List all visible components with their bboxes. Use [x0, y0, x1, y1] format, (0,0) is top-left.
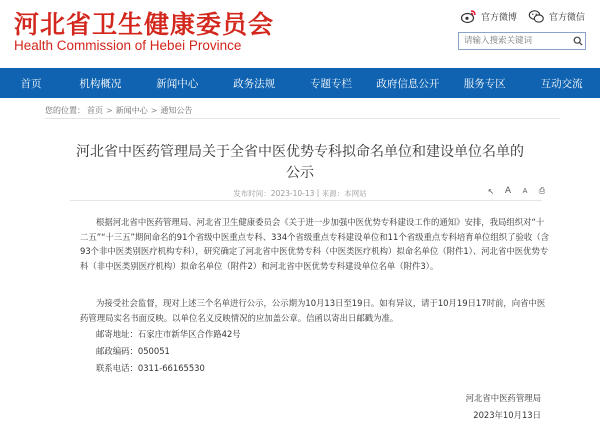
print-icon[interactable]: ⎙	[538, 186, 546, 195]
nav-item-topics[interactable]: 专题专栏	[310, 77, 352, 90]
weibo-icon	[460, 8, 477, 25]
wechat-label: 官方微信	[549, 13, 586, 23]
nav-item-news[interactable]: 新闻中心	[156, 77, 199, 90]
nav-item-services[interactable]: 服务专区	[463, 77, 506, 90]
article-paragraph: 为接受社会监督，现对上述三个名单进行公示，公示期为10月13日至19日。如有异议，请于10月19日17时前，向省中医药管理局实名书面反映。以单位名义反映情况的应加盖公章。信函以寄出日邮戳为准。	[80, 298, 546, 323]
signature-org: 河北省中医药管理局	[465, 393, 541, 403]
article-title: 河北省中医药管理局关于全省中医优势专科拟命名单位和建设单位名单的公示	[76, 144, 524, 181]
wechat-link[interactable]	[528, 8, 585, 25]
article-source: 来源：本网站	[321, 189, 367, 198]
search-box	[458, 32, 586, 50]
nav-item-home[interactable]: 首页	[20, 77, 42, 90]
breadcrumb-separator: >	[106, 106, 113, 115]
article-tools	[485, 185, 548, 197]
main-nav	[0, 68, 600, 98]
article-paragraph: 根据河北省中医药管理局、河北省卫生健康委员会《关于进一步加强中医优势专科建设工作的通知》安排，我局组织对“十二五”“十三五”期间命名的91个省级中医重点专科、334个省级重点专科建设单位和11个省级重点专科培育单位组织了验收（含93个非中医类别医疗机构专科），研究确定了河北省中医优势专科（中医类医疗机构）拟命名单位（附件1）、河北省中医优势专科（非中医类别医疗机构）拟命名单位（附件2）和河北省中医优势专科建设单位名单（附件3）。	[80, 217, 550, 271]
nav-item-about[interactable]: 机构概况	[79, 77, 122, 90]
weibo-label: 官方微博	[481, 13, 518, 23]
search-input[interactable]	[459, 33, 570, 49]
contact-postcode: 邮政编码：050051	[96, 346, 170, 356]
contact-address: 邮寄地址：石家庄市新华区合作路42号	[96, 329, 241, 339]
font-decrease-button[interactable]: A	[522, 187, 528, 195]
breadcrumb-notices[interactable]: 通知公告	[160, 106, 193, 115]
breadcrumb-prefix: 您的位置：	[45, 106, 85, 115]
breadcrumb-home[interactable]: 首页	[87, 106, 103, 115]
font-increase-button[interactable]: A	[504, 186, 512, 196]
nav-item-policies[interactable]: 政务法规	[233, 77, 276, 90]
article-date: 发布时间：2023-10-13	[233, 189, 315, 198]
nav-item-interaction[interactable]: 互动交流	[540, 77, 583, 90]
weibo-link[interactable]	[460, 8, 517, 25]
breadcrumb-divider	[45, 118, 560, 119]
breadcrumb-news[interactable]: 新闻中心	[115, 106, 148, 115]
wechat-icon	[528, 8, 545, 25]
search-button[interactable]	[570, 33, 585, 49]
meta-separator: |	[314, 188, 322, 197]
share-icon[interactable]: ↖	[487, 186, 495, 196]
site-title-cn[interactable]: 河北省卫生健康委员会	[14, 10, 275, 39]
breadcrumb	[45, 105, 192, 116]
site-title-en: Health Commission of Hebei Province	[14, 38, 242, 53]
signature-date: 2023年10月13日	[473, 410, 541, 420]
site-header	[0, 0, 600, 68]
meta-divider	[70, 200, 542, 201]
search-icon	[573, 36, 583, 46]
contact-phone: 联系电话：0311-66165530	[96, 363, 205, 373]
breadcrumb-separator: >	[150, 106, 158, 115]
nav-item-disclosure[interactable]: 政府信息公开	[376, 77, 440, 90]
